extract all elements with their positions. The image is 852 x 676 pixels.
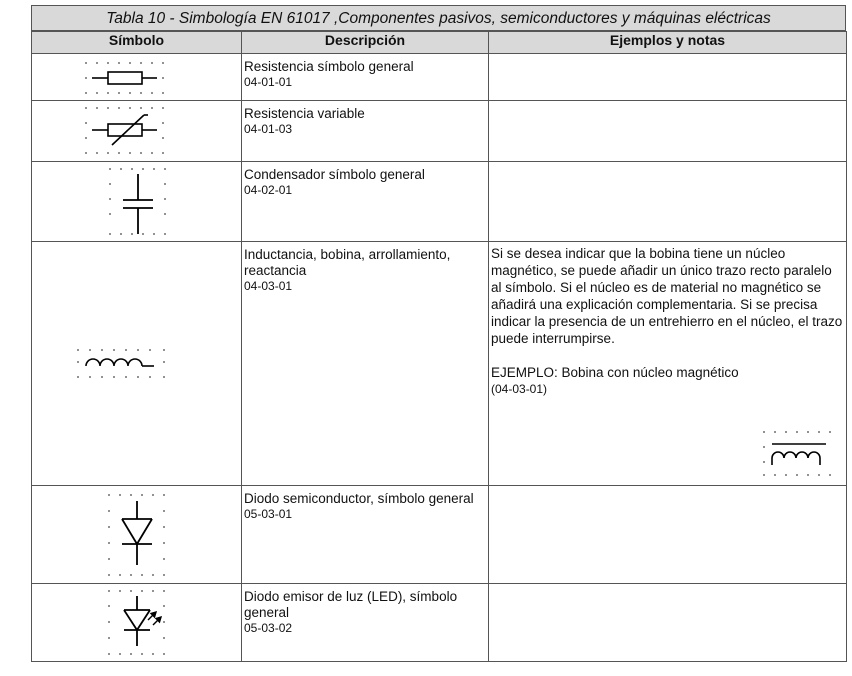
table-row (32, 54, 847, 101)
notes-cell (489, 54, 847, 101)
description-text: Resistencia variable (244, 106, 365, 121)
header-notes: Ejemplos y notas (489, 32, 847, 54)
table-row (32, 486, 847, 584)
table-row (32, 584, 847, 662)
example-code: (04-03-01) (491, 382, 548, 396)
magnetic-core-inductor-icon (760, 427, 840, 479)
notes-paragraph: Si se desea indicar que la bobina tiene un núcleo magnético, se puede añadir un único trazo recto paralelo al símbolo. Si el núcleo es de material no magnético se añadirá una explicación complementaria. Si se precisa indicar la presencia de un entrehierro en el núcleo, el trazo puede interrumpirse. (491, 246, 843, 346)
symbol-code: 04-02-01 (244, 183, 293, 197)
symbol-code: 04-03-01 (244, 279, 293, 293)
header-description: Descripción (242, 32, 489, 54)
description-text: Resistencia símbolo general (244, 59, 414, 74)
notes-cell (489, 584, 847, 662)
description-cell (242, 486, 489, 584)
symbol-cell (32, 486, 242, 584)
table-row (32, 242, 847, 486)
description-cell (242, 101, 489, 162)
description-text: Inductancia, bobina, arrollamiento, reactancia (244, 247, 451, 278)
example-text: EJEMPLO: Bobina con núcleo magnético (491, 365, 739, 380)
symbol-cell (32, 101, 242, 162)
description-text: Condensador símbolo general (244, 167, 425, 182)
symbols-table (31, 31, 847, 662)
notes-cell (489, 242, 847, 486)
inductor-icon (74, 344, 184, 384)
notes-cell (489, 101, 847, 162)
header-symbol: Símbolo (32, 32, 242, 54)
description-cell (242, 242, 489, 486)
description-cell (242, 162, 489, 242)
header-row (32, 32, 847, 54)
table-caption: Tabla 10 - Simbología EN 61017 ,Componentes pasivos, semiconductores y máquinas eléctricas (31, 5, 846, 31)
notes-cell (489, 162, 847, 242)
description-text: Diodo semiconductor, símbolo general (244, 491, 474, 506)
symbol-code: 05-03-01 (244, 507, 293, 521)
symbol-cell (32, 584, 242, 662)
symbol-code: 04-01-01 (244, 75, 293, 89)
symbol-code: 05-03-02 (244, 621, 293, 635)
description-cell (242, 54, 489, 101)
description-cell (242, 584, 489, 662)
resistor-icon (82, 57, 182, 97)
symbol-cell (32, 162, 242, 242)
description-text: Diodo emisor de luz (LED), símbolo general (244, 589, 458, 620)
symbol-cell (32, 242, 242, 486)
symbol-code: 04-01-03 (244, 122, 293, 136)
symbol-cell (32, 54, 242, 101)
notes-cell (489, 486, 847, 584)
capacitor-icon (105, 164, 175, 240)
table-row (32, 101, 847, 162)
led-icon (104, 586, 184, 660)
table-row (32, 162, 847, 242)
variable-resistor-icon (82, 103, 182, 159)
diode-icon (104, 489, 174, 581)
